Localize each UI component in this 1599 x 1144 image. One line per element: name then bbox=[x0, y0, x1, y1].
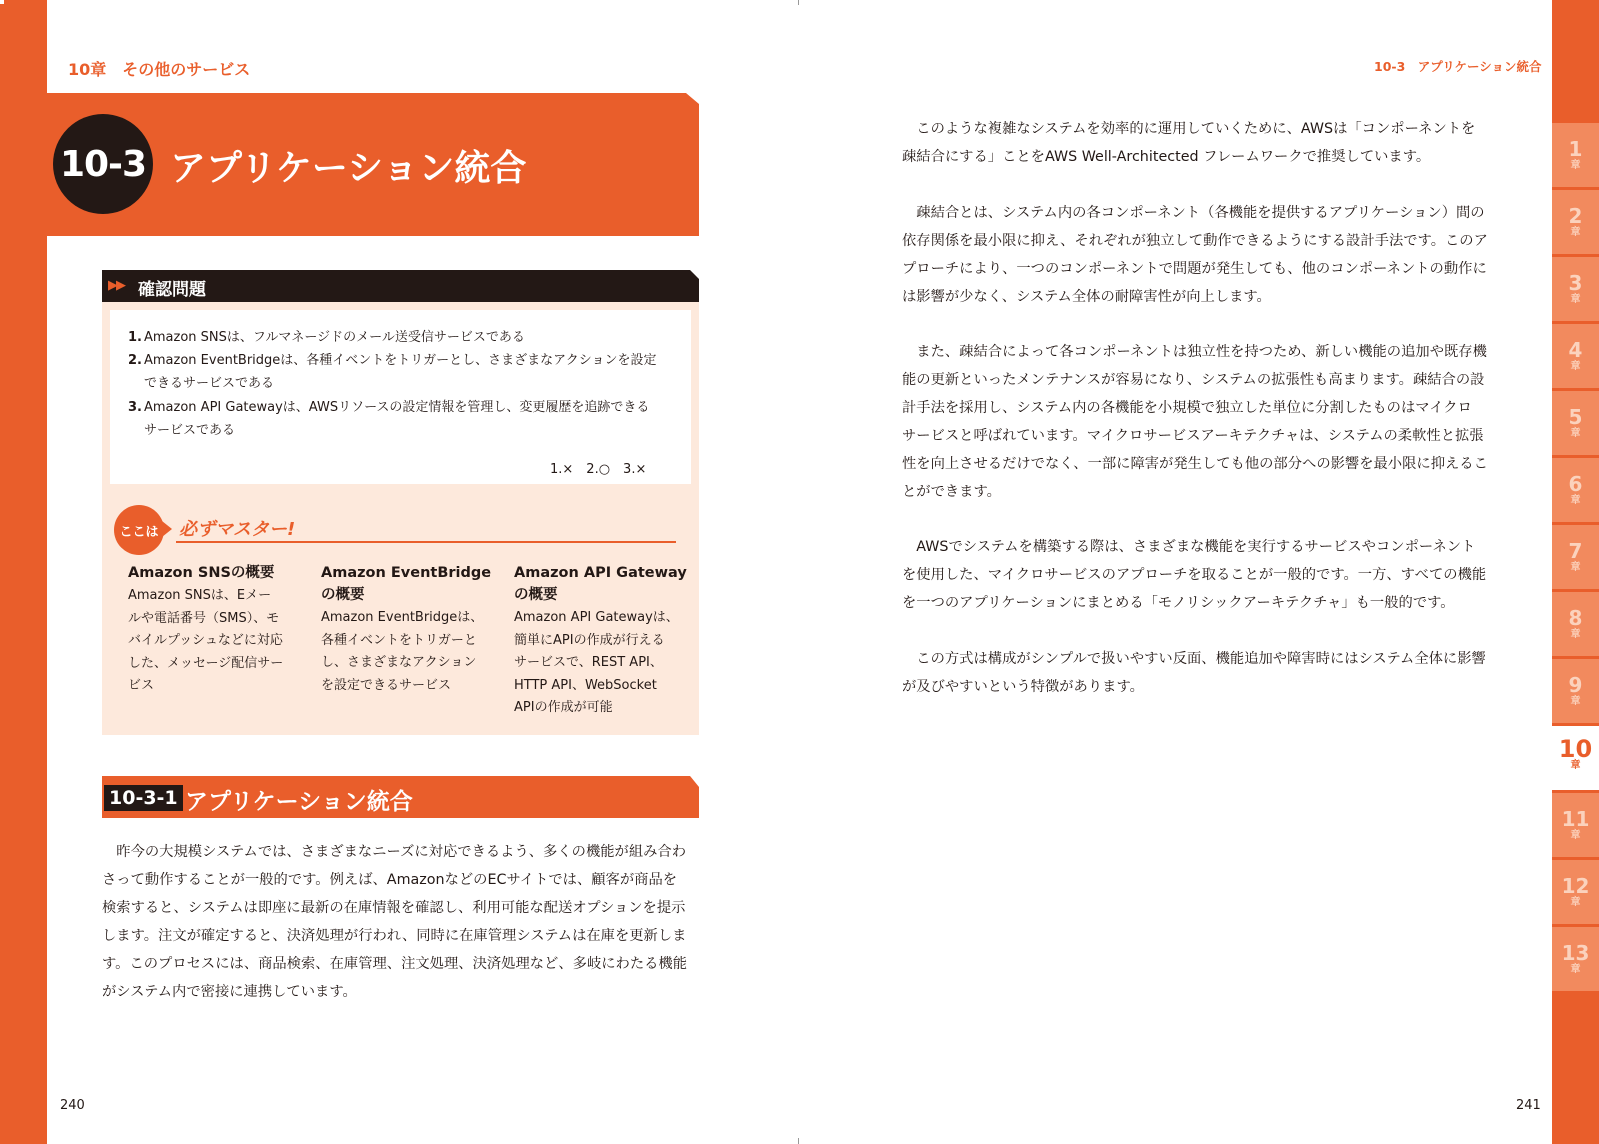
body-paragraph: また、疎結合によって各コンポーネントは独立性を持つため、新しい機能の追加や既存機 能の更新といったメンテナンスが容易になり、システムの拡張性も高まります。疎結合の設 計手法を採用し、システム内の各機能を小規模で独立した単位に分割したものはマイクロ サービスと呼ばれています。マイクロサービスアーキテクチャは、システムの柔軟性と拡張 性を向上させるだけでなく、一部に障害が発生しても他の部分への影響を最小限に抑えるこ とができます。 bbox=[902, 344, 1488, 500]
chapter-tab-label: 章 bbox=[1570, 629, 1581, 640]
gutter-mark bbox=[798, 1138, 799, 1144]
left-page-edge-bar bbox=[0, 0, 47, 1144]
chapter-tab-label: 章 bbox=[1570, 696, 1581, 707]
subsection-number: 10-3-1 bbox=[104, 785, 183, 811]
review-answers: 1.× 2.○ 3.× bbox=[550, 462, 647, 477]
review-question: 2. Amazon EventBridgeは、各種イベントをトリガーとし、さまざまなアクションを設定 できるサービスである bbox=[128, 353, 657, 391]
section-title: アプリケーション統合 bbox=[170, 148, 527, 189]
chapter-tab-number: 8 bbox=[1568, 606, 1583, 630]
chapter-tab-number: 2 bbox=[1568, 204, 1583, 228]
chapter-tab-10[interactable] bbox=[1552, 726, 1599, 790]
section-number-badge: 10-3 bbox=[53, 114, 153, 214]
body-paragraph: AWSでシステムを構築する際は、さまざまな機能を実行するサービスやコンポーネント を使用した、マイクロサービスのアプローチを取ることが一般的です。一方、すべての機能 を一つのアプリケーションにまとめる「モノリシックアーキテクチャ」も一般的です。 bbox=[902, 539, 1487, 611]
right-running-head: 10-3 アプリケーション統合 bbox=[1374, 59, 1542, 74]
chapter-tab-number: 11 bbox=[1561, 807, 1590, 831]
chapter-tab-4[interactable] bbox=[1552, 324, 1599, 388]
pointer-triangle-icon bbox=[162, 521, 172, 537]
chapter-tab-9[interactable] bbox=[1552, 659, 1599, 723]
chapter-tab-number: 3 bbox=[1568, 271, 1583, 295]
chapter-tab-13[interactable] bbox=[1552, 927, 1599, 991]
chapter-tab-6[interactable] bbox=[1552, 458, 1599, 522]
chapter-tab-number: 7 bbox=[1568, 539, 1583, 563]
chapter-tab-label: 章 bbox=[1570, 227, 1581, 238]
chapter-tab-label: 章 bbox=[1570, 562, 1581, 573]
body-paragraph: 疎結合とは、システム内の各コンポーネント（各機能を提供するアプリケーション）間の 依存関係を最小限に抑え、それぞれが独立して動作できるようにする設計手法です。このア プローチにより、一つのコンポーネントで問題が発生しても、他のコンポーネントの動作に は影響が少なく、システム全体の耐障害性が向上します。 bbox=[902, 205, 1488, 305]
chapter-tab-5[interactable] bbox=[1552, 391, 1599, 455]
chapter-tab-label: 章 bbox=[1570, 495, 1581, 506]
chapter-tab-number: 9 bbox=[1568, 673, 1583, 697]
summary-column-body: Amazon EventBridgeは、 各種イベントをトリガーと し、さまざまなアクション を設定できるサービス bbox=[321, 610, 484, 693]
summary-column-title: Amazon SNSの概要 bbox=[128, 565, 275, 581]
chapter-tab-label: 章 bbox=[1570, 294, 1581, 305]
summary-column-title: Amazon API Gateway の概要 bbox=[514, 565, 687, 603]
summary-column-body: Amazon API Gatewayは、 簡単にAPIの作成が行える サービスで、REST API、 HTTP API、WebSocket APIの作成が可能 bbox=[514, 610, 679, 715]
gutter-mark bbox=[798, 0, 799, 5]
chapter-tab-number: 13 bbox=[1561, 941, 1590, 965]
review-question: 3. Amazon API Gatewayは、AWSリソースの設定情報を管理し、変更履歴を追跡できる サービスである bbox=[128, 400, 650, 438]
body-paragraph: このような複雑なシステムを効率的に運用していくために、AWSは「コンポーネントを 疎結合にする」ことをAWS Well-Architected フレームワークで推奨しています。 bbox=[902, 121, 1476, 165]
chapter-tab-2[interactable] bbox=[1552, 190, 1599, 254]
body-paragraph: この方式は構成がシンプルで扱いやすい反面、機能追加や障害時にはシステム全体に影響 が及びやすいという特徴があります。 bbox=[902, 651, 1486, 695]
summary-column-body: Amazon SNSは、Eメー ルや電話番号（SMS）、モ バイルプッシュなどに対応 した、メッセージ配信サー ビス bbox=[128, 588, 284, 693]
double-arrow-icon: ▶▶ bbox=[108, 278, 124, 293]
chapter-tab-3[interactable] bbox=[1552, 257, 1599, 321]
chapter-tab-label: 章 bbox=[1570, 897, 1581, 908]
chapter-tab-7[interactable] bbox=[1552, 525, 1599, 589]
corner-mark bbox=[0, 0, 4, 4]
chapter-tab-number: 12 bbox=[1561, 874, 1590, 898]
chapter-tab-label: 章 bbox=[1570, 361, 1581, 372]
chapter-tab-11[interactable] bbox=[1552, 793, 1599, 857]
chapter-tab-label: 章 bbox=[1570, 760, 1581, 771]
page-number-left: 240 bbox=[60, 1098, 85, 1113]
chapter-tab-label: 章 bbox=[1570, 830, 1581, 841]
chapter-tab-1[interactable] bbox=[1552, 123, 1599, 187]
chapter-tab-number: 1 bbox=[1568, 137, 1583, 161]
chapter-tab-label: 章 bbox=[1570, 428, 1581, 439]
review-title: 確認問題 bbox=[138, 280, 206, 300]
chapter-tab-number: 6 bbox=[1568, 472, 1583, 496]
must-master-underline bbox=[176, 541, 676, 543]
summary-column-title: Amazon EventBridge の概要 bbox=[321, 565, 492, 603]
chapter-tab-12[interactable] bbox=[1552, 860, 1599, 924]
chapter-tab-number: 4 bbox=[1568, 338, 1583, 362]
body-paragraph: 昨今の大規模システムでは、さまざまなニーズに対応できるよう、多くの機能が組み合わ さって動作することが一般的です。例えば、AmazonなどのECサイトでは、顧客が商品を 検索すると、システムは即座に最新の在庫情報を確認し、利用可能な配送オプションを提示 します。注文が確定すると、決済処理が行われ、同時に在庫管理システムは在庫を更新しま す。このプロセスには、商品検索、在庫管理、注文処理、決済処理など、多岐にわたる機能 がシステム内で密接に連携しています。 bbox=[102, 844, 688, 1000]
page-number-right: 241 bbox=[1516, 1098, 1541, 1113]
chapter-tab-label: 章 bbox=[1570, 964, 1581, 975]
must-master-title: 必ずマスター! bbox=[179, 519, 296, 540]
chapter-tab-8[interactable] bbox=[1552, 592, 1599, 656]
chapter-tab-number: 10 bbox=[1558, 735, 1593, 763]
left-running-head: 10章 その他のサービス bbox=[68, 60, 251, 79]
review-question: 1. Amazon SNSは、フルマネージドのメール送受信サービスである bbox=[128, 330, 525, 345]
chapter-tab-label: 章 bbox=[1570, 160, 1581, 171]
must-master-badge: ここは bbox=[114, 505, 164, 555]
chapter-tab-number: 5 bbox=[1568, 405, 1583, 429]
subsection-title: アプリケーション統合 bbox=[185, 789, 413, 815]
